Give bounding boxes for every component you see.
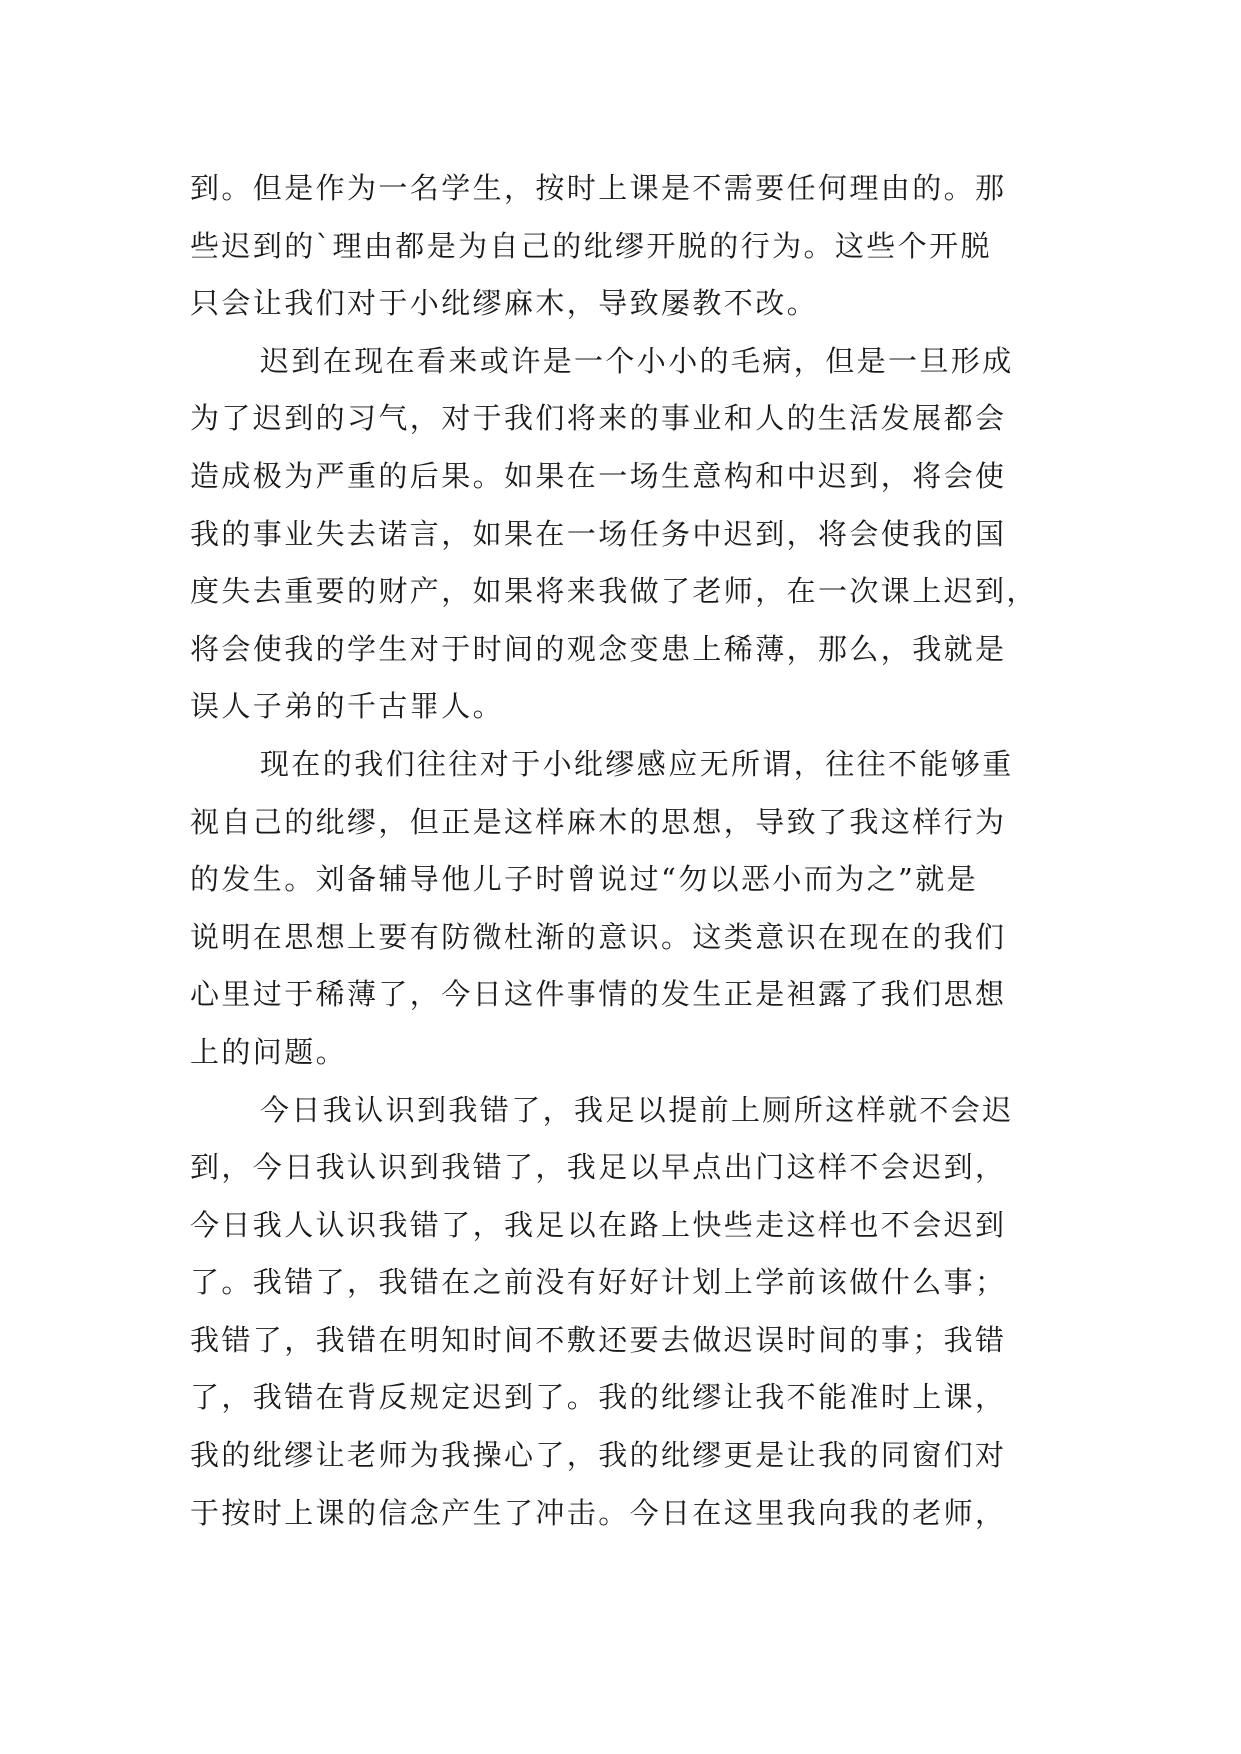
text-line: 上的问题。 — [190, 1034, 348, 1069]
paragraph-first-line: 迟到在现在看来或许是一个小小的毛病，但是一旦形成 — [260, 343, 1014, 378]
text-line: 误人子弟的千古罪人。 — [190, 689, 505, 724]
text-line: 些迟到的`理由都是为自己的纰缪开脱的行为。这些个开脱 — [190, 228, 992, 263]
paragraph-first-line: 今日我认识到我错了，我足以提前上厕所这样就不会迟 — [260, 1092, 1014, 1127]
text-line: 只会让我们对于小纰缪麻木，导致屡教不改。 — [190, 286, 819, 321]
text-line: 我错了，我错在明知时间不敷还要去做迟误时间的事；我错 — [190, 1322, 1007, 1357]
text-line: 今日我人认识我错了，我足以在路上快些走这样也不会迟到 — [190, 1207, 1007, 1242]
text-line: 了。我错了，我错在之前没有好好计划上学前该做什么事； — [190, 1265, 1007, 1300]
text-line: 心里过于稀薄了，今日这件事情的发生正是袒露了我们思想 — [190, 977, 1007, 1012]
text-line: 为了迟到的习气，对于我们将来的事业和人的生活发展都会 — [190, 401, 1007, 436]
text-line: 我的事业失去诺言，如果在一场任务中迟到，将会使我的国 — [190, 516, 1007, 551]
text-line: 我的纰缪让老师为我操心了，我的纰缪更是让我的同窗们对 — [190, 1438, 1007, 1473]
text-line: 了，我错在背反规定迟到了。我的纰缪让我不能准时上课， — [190, 1380, 1007, 1415]
document-body — [190, 160, 1050, 1542]
text-line: 说明在思想上要有防微杜渐的意识。这类意识在现在的我们 — [190, 919, 1007, 954]
text-line: 到，今日我认识到我错了，我足以早点出门这样不会迟到， — [190, 1150, 1007, 1185]
text-line: 视自己的纰缪，但正是这样麻木的思想，导致了我这样行为 — [190, 804, 1007, 839]
text-line: 度失去重要的财产，如果将来我做了老师，在一次课上迟到， — [190, 574, 1038, 609]
text-line: 将会使我的学生对于时间的观念变患上稀薄，那么，我就是 — [190, 631, 1007, 666]
text-line: 造成极为严重的后果。如果在一场生意构和中迟到，将会使 — [190, 458, 1007, 493]
paragraph-first-line: 现在的我们往往对于小纰缪感应无所谓，往往不能够重 — [260, 746, 1014, 781]
text-line: 到。但是作为一名学生，按时上课是不需要任何理由的。那 — [190, 171, 1007, 205]
text-line: 于按时上课的信念产生了冲击。今日在这里我向我的老师， — [190, 1495, 1007, 1530]
text-line: 的发生。刘备辅导他儿子时曾说过“勿以恶小而为之”就是 — [190, 862, 979, 897]
